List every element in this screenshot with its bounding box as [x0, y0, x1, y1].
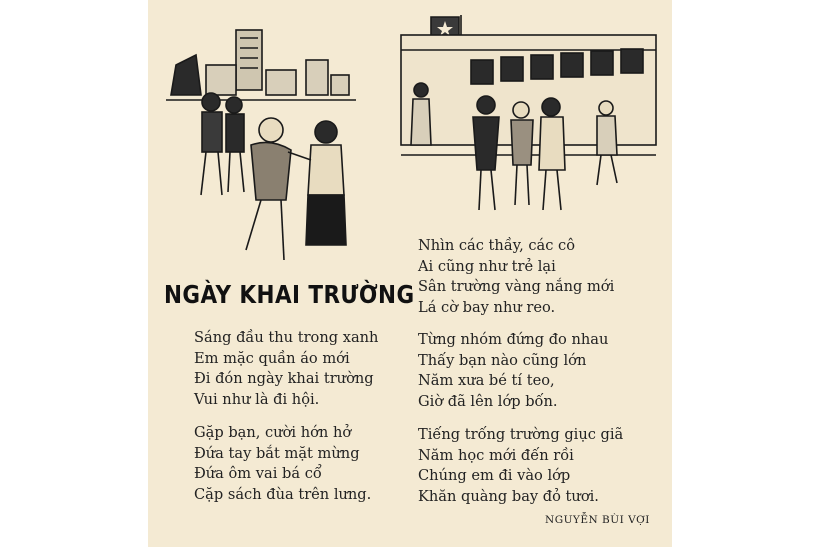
stanza-4: [418, 330, 608, 412]
poem-line: Năm xưa bé tí teo,: [418, 372, 555, 389]
poem-line: Tiếng trống trường giục giã: [418, 426, 624, 443]
poem-line: Đứa ôm vai bá cổ: [194, 465, 322, 482]
poem-line: Khăn quàng bay đỏ tươi.: [418, 487, 599, 505]
book-page: [148, 0, 672, 547]
poem-line: Đứa tay bắt mặt mừng: [194, 444, 360, 462]
poem-line: Nhìn các thầy, các cô: [418, 237, 575, 254]
poem-line: Chúng em đi vào lớp: [418, 467, 571, 484]
poem-line: Lá cờ bay như reo.: [418, 298, 556, 316]
poem-line: Sáng đầu thu trong xanh: [194, 329, 379, 346]
poem-line: Từng nhóm đứng đo nhau: [418, 331, 609, 348]
stanza-2: [194, 423, 371, 505]
poem-line: Năm học mới đến rồi: [418, 446, 574, 464]
poem-title: NGÀY KHAI TRƯỜNG: [164, 280, 415, 309]
poem-line: Vui như là đi hội.: [194, 390, 320, 408]
stanza-3: [418, 236, 614, 318]
poem-line: Giờ đã lên lớp bốn.: [418, 392, 558, 410]
poem-line: Gặp bạn, cười hớn hở: [194, 424, 352, 441]
poem-line: Ai cũng như trẻ lại: [418, 257, 556, 275]
children-meeting-illustration: [156, 10, 361, 270]
poem-line: Cặp sách đùa trên lưng.: [194, 485, 372, 503]
poem-line: Em mặc quần áo mới: [194, 349, 350, 367]
school-building-flag-illustration: [391, 5, 666, 220]
stanza-5: [418, 425, 623, 507]
poem-line: Thấy bạn nào cũng lớn: [418, 351, 587, 369]
poem-author: NGUYỄN BÙI VỢI: [545, 514, 650, 526]
stanza-1: [194, 328, 378, 410]
poem-line: Sân trường vàng nắng mới: [418, 278, 615, 295]
poem-line: Đi đón ngày khai trường: [194, 370, 374, 387]
